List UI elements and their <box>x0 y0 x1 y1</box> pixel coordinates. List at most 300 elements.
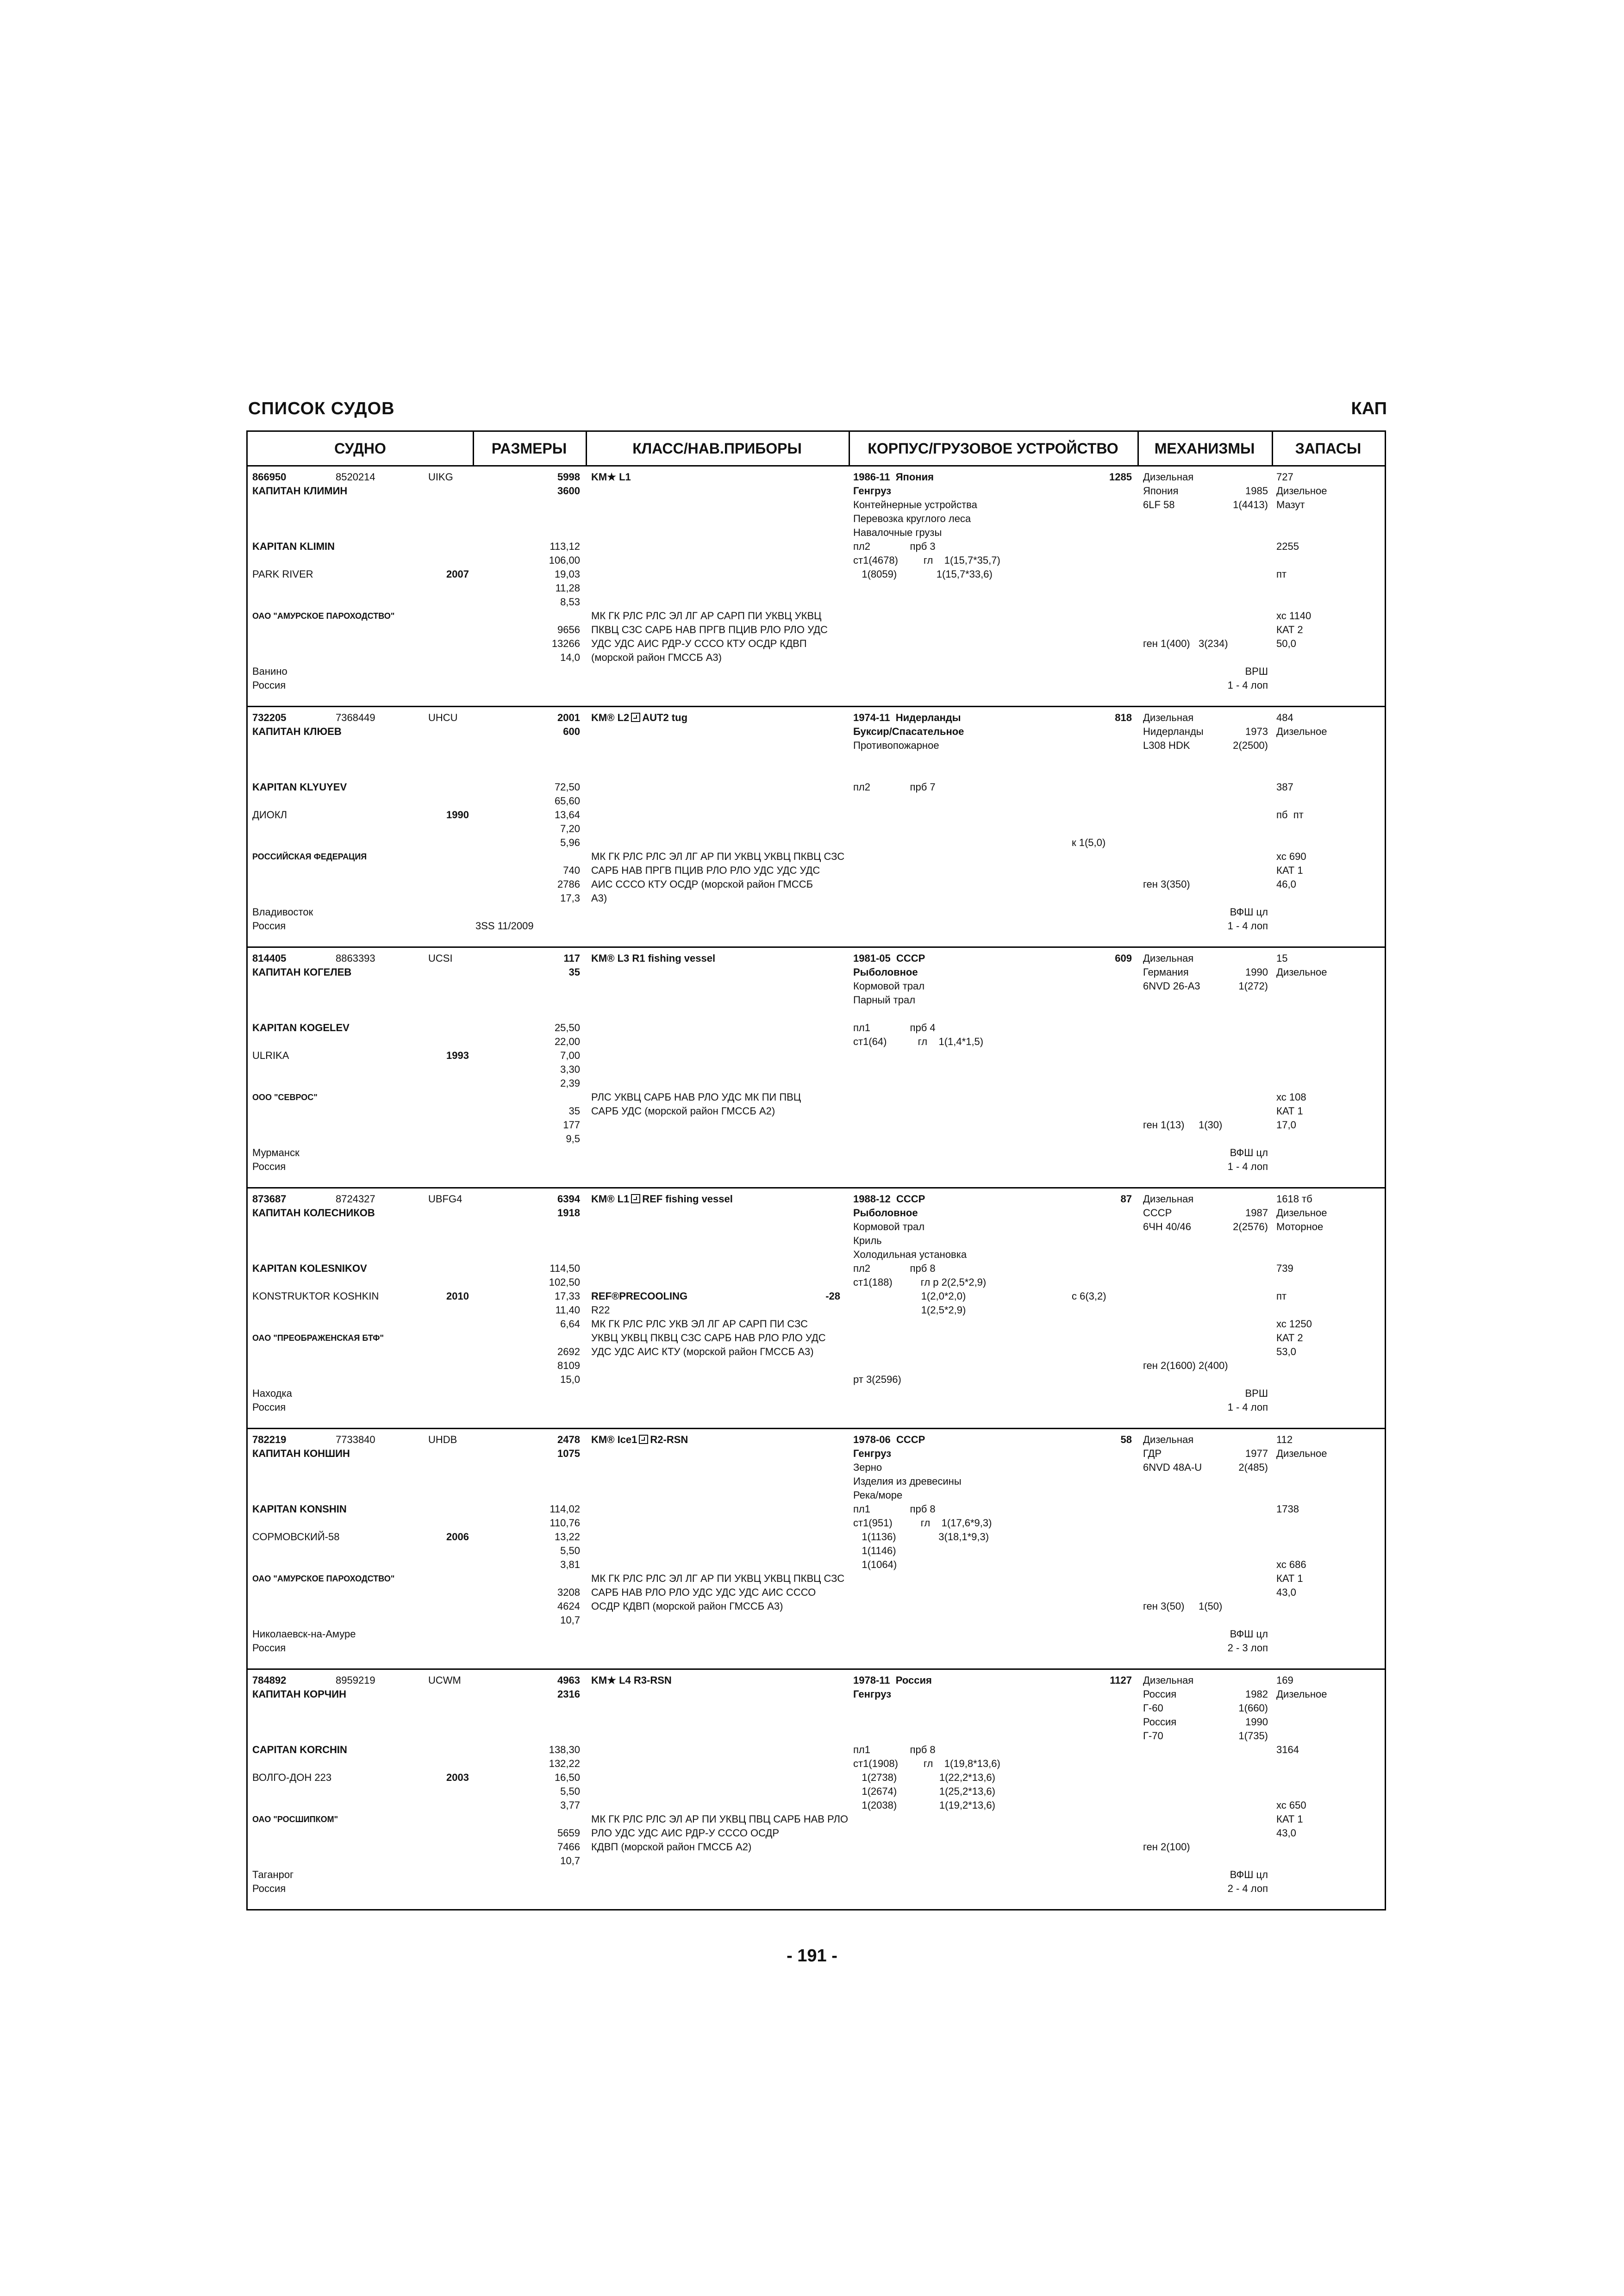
hull-detail: пл2 прб 7 <box>853 781 936 793</box>
dimension-value: 138,30 <box>549 1744 580 1755</box>
call-sign: UHDB <box>428 1434 457 1445</box>
hull-detail: ст1(1908) гл 1(19,8*13,6) <box>853 1758 1000 1769</box>
dimension-value: 2,39 <box>560 1077 580 1089</box>
automation-check-icon <box>631 1194 640 1203</box>
owner: ОАО "РОСШИПКОМ" <box>252 1815 338 1824</box>
machinery-detail: Дизельная <box>1143 952 1194 964</box>
owner: ОАО "АМУРСКОЕ ПАРОХОДСТВО" <box>252 1574 395 1583</box>
dimension-value: 25,50 <box>554 1022 580 1033</box>
build-year: 2006 <box>446 1531 469 1543</box>
supply-detail: КАТ 2 <box>1276 1332 1303 1344</box>
supply-detail: 2255 <box>1276 541 1299 552</box>
hull-detail: 1(2,5*2,9) <box>853 1304 966 1316</box>
supply-detail: 43,0 <box>1276 1827 1296 1839</box>
machinery-detail: Германия <box>1143 966 1189 978</box>
machinery-detail: 6ЧН 40/46 <box>1143 1221 1191 1232</box>
machinery-detail: Дизельная <box>1143 1674 1194 1686</box>
home-port: Мурманск <box>252 1147 300 1158</box>
engine-year: 1990 <box>1245 966 1268 978</box>
navigation-equipment: МК ГК РЛС РЛС ЭЛ ЛГ АР САРП ПИ УКВЦ УКВЦ ПКВЦ СЗС САРБ НАВ ПРГВ ПЦИВ РЛО РЛО УДС УДС УДС АИС РДР-У СССО КТУ ОСДР КДВП (морской район ГМССБ А3) <box>591 610 828 663</box>
supply-detail: 1738 <box>1276 1503 1299 1515</box>
imo-number: 7733840 <box>336 1434 375 1445</box>
machinery-detail: СССР <box>1143 1207 1172 1219</box>
dimension-value: 8109 <box>557 1360 580 1371</box>
dimension-value: 10,7 <box>560 1614 580 1626</box>
column-divider <box>849 432 850 465</box>
class-mark-icon: ® <box>607 952 615 964</box>
vessel-latin-name: KAPITAN KOLESNIKOV <box>252 1263 367 1274</box>
supply-detail: 50,0 <box>1276 638 1296 649</box>
hull-detail: 1(2674) 1(25,2*13,6) <box>853 1786 995 1797</box>
dimension-value: 7466 <box>557 1841 580 1853</box>
hull-detail: Контейнерные устройства <box>853 499 977 510</box>
supply-detail: 387 <box>1276 781 1293 793</box>
vessel-name: КАПИТАН КЛЮЕВ <box>252 726 342 737</box>
class-prefix: KM <box>591 1193 607 1205</box>
hull-tail: рт 3(2596) <box>853 1374 901 1385</box>
hull-type: Буксир/Спасательное <box>853 726 964 737</box>
dimension-value: 14,0 <box>560 652 580 663</box>
supply-detail: 43,0 <box>1276 1587 1296 1598</box>
dimension-value: 3600 <box>557 485 580 497</box>
supply-detail: Дизельное <box>1276 1207 1327 1219</box>
navigation-equipment: МК ГК РЛС РЛС УКВ ЭЛ ЛГ АР САРП ПИ СЗС УКВЦ УКВЦ ПКВЦ СЗС САРБ НАВ РЛО РЛО УДС УДС УДС АИС КТУ (морской район ГМССБ А3) <box>591 1318 826 1357</box>
hull-detail: Перевозка круглого леса <box>853 513 971 524</box>
dimension-value: 106,00 <box>549 554 580 566</box>
dimension-value: 65,60 <box>554 795 580 807</box>
hull-detail: Противопожарное <box>853 740 939 751</box>
class-notation <box>591 470 631 484</box>
supply-detail: хс 1250 <box>1276 1318 1312 1330</box>
class-mark-icon: ® <box>607 1193 615 1205</box>
dimension-value: 11,28 <box>555 582 580 594</box>
dimension-value: 117 <box>563 952 580 964</box>
supply-detail: Дизельное <box>1276 1448 1327 1459</box>
dimension-value: 9656 <box>557 624 580 635</box>
hull-detail: ст1(64) гл 1(1,4*1,5) <box>853 1036 984 1047</box>
home-port: Таганрог <box>252 1869 294 1880</box>
hull-detail: пл1 прб 8 <box>853 1744 936 1755</box>
hull-number: 1127 <box>1110 1674 1132 1686</box>
dimension-value: 16,50 <box>554 1772 580 1783</box>
refrigeration-temp: -28 <box>825 1290 840 1302</box>
vessel-latin-name: KAPITAN KLIMIN <box>252 541 335 552</box>
class-extra: REF fishing vessel <box>642 1193 733 1205</box>
refrigeration-class: REF®PRECOOLING <box>591 1290 688 1302</box>
vessel-record <box>248 467 1385 707</box>
column-header-hull: КОРПУС/ГРУЗОВОЕ УСТРОЙСТВО <box>868 440 1118 457</box>
engine-year: 1977 <box>1245 1448 1268 1459</box>
dimension-value: 72,50 <box>554 781 580 793</box>
class-notation <box>591 1192 733 1206</box>
hull-detail: 1(1064) <box>853 1559 897 1570</box>
supply-detail: 17,0 <box>1276 1119 1296 1131</box>
page-number: - 191 - <box>787 1946 837 1966</box>
supply-detail: Дизельное <box>1276 1688 1327 1700</box>
hull-built: 1974-11 Нидерланды <box>853 712 961 723</box>
generators: ген 2(100) <box>1143 1841 1190 1853</box>
vessel-record <box>248 1429 1385 1670</box>
hull-built: 1978-06 СССР <box>853 1434 925 1445</box>
registry-number: 784892 <box>252 1674 287 1686</box>
hull-detail: пл2 прб 3 <box>853 541 936 552</box>
propeller-type: ВФШ цл <box>1230 1147 1268 1158</box>
engine-year: 1973 <box>1245 726 1268 737</box>
dimension-value: 11,40 <box>555 1304 580 1316</box>
propeller-blades: 1 - 4 лоп <box>1227 1401 1268 1413</box>
hull-detail: 1(8059) 1(15,7*33,6) <box>853 568 993 580</box>
build-year: 1990 <box>446 809 469 821</box>
supply-detail: КАТ 1 <box>1276 1573 1303 1584</box>
dimension-value: 5,96 <box>560 837 580 848</box>
engine-power: 1(4413) <box>1233 499 1268 510</box>
hull-detail: Река/море <box>853 1489 903 1501</box>
column-header-dimensions: РАЗМЕРЫ <box>491 440 567 457</box>
hull-built: 1986-11 Япония <box>853 471 934 483</box>
supply-detail: хс 108 <box>1276 1091 1306 1103</box>
engine-year: 1987 <box>1245 1207 1268 1219</box>
hull-extra: к 1(5,0) <box>1072 837 1106 848</box>
supply-detail: КАТ 1 <box>1276 1813 1303 1825</box>
builder: ДИОКЛ <box>252 809 287 821</box>
hull-number: 609 <box>1115 952 1132 964</box>
vessel-latin-name: KAPITAN KONSHIN <box>252 1503 347 1515</box>
vessel-record <box>248 948 1385 1188</box>
owner: ООО "СЕВРОС" <box>252 1093 318 1102</box>
machinery-detail: Дизельная <box>1143 712 1194 723</box>
engine-power: 2(2576) <box>1233 1221 1268 1232</box>
supply-detail: пб пт <box>1276 809 1304 821</box>
vessel-record <box>248 707 1385 948</box>
hull-detail: 1(1146) <box>853 1545 896 1556</box>
dimension-value: 600 <box>563 726 580 737</box>
automation-check-icon <box>639 1435 648 1444</box>
hull-detail: 1(2738) 1(22,2*13,6) <box>853 1772 995 1783</box>
propeller-blades: 1 - 4 лоп <box>1227 679 1268 691</box>
supply-detail: 484 <box>1276 712 1293 723</box>
generators: ген 3(50) 1(50) <box>1143 1600 1223 1612</box>
hull-detail: 1(1136) 3(18,1*9,3) <box>853 1531 989 1543</box>
register-title: СПИСОК СУДОВ <box>248 399 395 418</box>
class-mark-icon: ® <box>607 712 615 723</box>
imo-number: 8520214 <box>336 471 375 483</box>
machinery-detail: 6NVD 48A-U <box>1143 1462 1202 1473</box>
dimension-value: 3,81 <box>560 1559 580 1570</box>
call-sign: UBFG4 <box>428 1193 462 1205</box>
supply-detail: Моторное <box>1276 1221 1324 1232</box>
call-sign: UCWM <box>428 1674 461 1686</box>
owner: РОССИЙСКАЯ ФЕДЕРАЦИЯ <box>252 852 367 861</box>
imo-number: 8959219 <box>336 1674 375 1686</box>
supply-detail: 727 <box>1276 471 1293 483</box>
hull-detail: Кормовой трал <box>853 980 925 992</box>
supply-detail: 739 <box>1276 1263 1293 1274</box>
propeller-type: ВРШ <box>1245 1388 1268 1399</box>
engine-power: 2(2500) <box>1233 740 1268 751</box>
hull-number: 58 <box>1120 1434 1132 1445</box>
machinery-detail: Дизельная <box>1143 1434 1194 1445</box>
class-mark-icon: ® <box>607 1434 615 1445</box>
dimension-value: 102,50 <box>549 1276 580 1288</box>
dimension-value: 2478 <box>557 1434 580 1445</box>
hull-detail: ст1(951) гл 1(17,6*9,3) <box>853 1517 992 1529</box>
dimension-value: 7,00 <box>560 1050 580 1061</box>
dimension-value: 3208 <box>557 1587 580 1598</box>
generators: ген 1(400) 3(234) <box>1143 638 1228 649</box>
hull-detail: Изделия из древесины <box>853 1475 962 1487</box>
call-sign: UHCU <box>428 712 458 723</box>
hull-detail: пл1 прб 8 <box>853 1503 936 1515</box>
machinery-detail: Дизельная <box>1143 1193 1194 1205</box>
dimension-value: 1075 <box>557 1448 580 1459</box>
supply-detail: 169 <box>1276 1674 1293 1686</box>
supply-detail: хс 1140 <box>1276 610 1312 622</box>
supply-detail: КАТ 2 <box>1276 624 1303 635</box>
column-header-class: КЛАСС/НАВ.ПРИБОРЫ <box>632 440 802 457</box>
dimension-value: 2692 <box>557 1346 580 1357</box>
supply-detail: 1618 тб <box>1276 1193 1312 1205</box>
supply-detail: Дизельное <box>1276 726 1327 737</box>
dimension-value: 15,0 <box>560 1374 580 1385</box>
country: Россия <box>252 920 286 932</box>
country: Россия <box>252 1161 286 1172</box>
class-notation <box>591 1674 672 1687</box>
country: Россия <box>252 1883 286 1894</box>
hull-type: Генгруз <box>853 1688 892 1700</box>
hull-detail: Кормовой трал <box>853 1221 925 1232</box>
machinery-detail: 6LF 58 <box>1143 499 1175 510</box>
dimension-value: 2001 <box>557 712 580 723</box>
class-symbol: Ice1 <box>617 1434 637 1445</box>
dimension-value: 13,22 <box>554 1531 580 1543</box>
hull-detail: пл2 прб 8 <box>853 1263 936 1274</box>
class-mark-icon: ★ <box>607 1674 616 1686</box>
dimension-value: 7,20 <box>560 823 580 834</box>
engine-year: 1982 <box>1245 1688 1268 1700</box>
supply-detail: 112 <box>1276 1434 1293 1445</box>
propeller-type: ВРШ <box>1245 666 1268 677</box>
country: Россия <box>252 1401 286 1413</box>
supply-detail: КАТ 1 <box>1276 1105 1303 1117</box>
machinery-detail: Дизельная <box>1143 471 1194 483</box>
class-notation <box>591 1433 688 1447</box>
dimension-value: 35 <box>568 966 580 978</box>
home-port: Владивосток <box>252 906 313 918</box>
automation-check-icon <box>631 713 640 722</box>
engine-power: 2(485) <box>1238 1462 1268 1473</box>
machinery-detail: L308 HDK <box>1143 740 1190 751</box>
build-year: 2010 <box>446 1290 469 1302</box>
column-header-machinery: МЕХАНИЗМЫ <box>1154 440 1255 457</box>
hull-detail: Холодильная установка <box>853 1249 967 1260</box>
home-port: Николаевск-на-Амуре <box>252 1628 356 1640</box>
class-prefix: KM <box>591 712 607 723</box>
dimension-value: 9,5 <box>566 1133 580 1145</box>
propeller-blades: 2 - 4 лоп <box>1227 1883 1268 1894</box>
vessel-name: КАПИТАН КЛИМИН <box>252 485 348 497</box>
dimension-value: 17,33 <box>554 1290 580 1302</box>
vessel-name: КАПИТАН КОГЕЛЕВ <box>252 966 352 978</box>
hull-extra: с 6(3,2) <box>1072 1290 1106 1302</box>
hull-detail: Парный трал <box>853 994 916 1006</box>
home-port: Ванино <box>252 666 287 677</box>
propeller-blades: 1 - 4 лоп <box>1227 1161 1268 1172</box>
supply-detail: 46,0 <box>1276 878 1296 890</box>
class-symbol: L3 R1 fishing vessel <box>617 952 716 964</box>
build-year: 1993 <box>446 1050 469 1061</box>
vessel-latin-name: CAPITAN KORCHIN <box>252 1744 347 1755</box>
machinery-detail: Нидерланды <box>1143 726 1204 737</box>
vessel-name: КАПИТАН КОЛЕСНИКОВ <box>252 1207 375 1219</box>
supply-detail: хс 686 <box>1276 1559 1306 1570</box>
hull-built: 1978-11 Россия <box>853 1674 932 1686</box>
dimension-value: 177 <box>563 1119 580 1131</box>
engine-power: 1(272) <box>1238 980 1268 992</box>
hull-built: 1981-05 СССР <box>853 952 925 964</box>
registry-number: 782219 <box>252 1434 287 1445</box>
machinery-detail: ГДР <box>1143 1448 1162 1459</box>
country: Россия <box>252 1642 286 1654</box>
machinery-detail: Россия <box>1143 1716 1177 1728</box>
class-symbol: L2 <box>617 712 630 723</box>
builder: СОРМОВСКИЙ-58 <box>252 1531 340 1543</box>
column-divider <box>586 432 587 465</box>
hull-detail: Криль <box>853 1235 882 1246</box>
hull-number: 87 <box>1120 1193 1132 1205</box>
propeller-type: ВФШ цл <box>1230 1869 1268 1880</box>
generators: ген 2(1600) 2(400) <box>1143 1360 1228 1371</box>
dimension-value: 22,00 <box>554 1036 580 1047</box>
vessel-name: КАПИТАН КОРЧИН <box>252 1688 346 1700</box>
engine-year: 1990 <box>1245 1716 1268 1728</box>
vessel-name: КАПИТАН КОНШИН <box>252 1448 350 1459</box>
vessel-register-table <box>246 430 1386 1910</box>
class-extra: AUT2 tug <box>642 712 688 723</box>
owner: ОАО "АМУРСКОЕ ПАРОХОДСТВО" <box>252 611 395 621</box>
dimension-value: 113,12 <box>550 541 580 552</box>
dimension-value: 4963 <box>557 1674 580 1686</box>
dimension-value: 5,50 <box>560 1786 580 1797</box>
dimension-value: 6394 <box>557 1193 580 1205</box>
navigation-equipment: МК ГК РЛС РЛС ЭЛ ЛГ АР ПИ УКВЦ УКВЦ ПКВЦ СЗС САРБ НАВ РЛО РЛО УДС УДС УДС АИС СССО ОСДР КДВП (морской район ГМССБ А3) <box>591 1573 845 1612</box>
dimension-value: 1918 <box>557 1207 580 1219</box>
build-year: 2003 <box>446 1772 469 1783</box>
supply-detail: 15 <box>1276 952 1288 964</box>
dimension-value: 13,64 <box>554 809 580 821</box>
dimension-value: 3,77 <box>560 1799 580 1811</box>
dimension-value: 110,76 <box>550 1517 580 1529</box>
hull-type: Генгруз <box>853 485 892 497</box>
dimension-value: 8,53 <box>560 596 580 608</box>
column-divider <box>473 432 474 465</box>
supply-detail: Мазут <box>1276 499 1305 510</box>
propeller-blades: 1 - 4 лоп <box>1227 920 1268 932</box>
hull-type: Рыболовное <box>853 1207 918 1219</box>
navigation-equipment: МК ГК РЛС РЛС ЭЛ ЛГ АР ПИ УКВЦ УКВЦ ПКВЦ СЗС САРБ НАВ ПРГВ ПЦИВ РЛО РЛО УДС УДС УДС АИС СССО КТУ ОСДР (морской район ГМССБ А3) <box>591 851 845 904</box>
column-divider <box>1272 432 1273 465</box>
hull-built: 1988-12 СССР <box>853 1193 925 1205</box>
vessel-record <box>248 1188 1385 1429</box>
vessel-latin-name: KAPITAN KOGELEV <box>252 1022 350 1033</box>
builder: PARK RIVER <box>252 568 313 580</box>
hull-detail: ст1(4678) гл 1(15,7*35,7) <box>853 554 1000 566</box>
imo-number: 8724327 <box>336 1193 375 1205</box>
class-prefix: KM <box>591 471 607 483</box>
supply-detail: пт <box>1276 1290 1287 1302</box>
imo-number: 8863393 <box>336 952 375 964</box>
class-mark-icon: ★ <box>607 471 616 483</box>
builder: ВОЛГО-ДОН 223 <box>252 1772 332 1783</box>
owner: ОАО "ПРЕОБРАЖЕНСКАЯ БТФ" <box>252 1333 384 1343</box>
dimension-value: 35 <box>568 1105 580 1117</box>
hull-detail: Зерно <box>853 1462 882 1473</box>
machinery-detail: 6NVD 26-A3 <box>1143 980 1200 992</box>
vessel-record <box>248 1670 1385 1910</box>
dimension-value: 132,22 <box>549 1758 580 1769</box>
hull-detail: ст1(188) гл р 2(2,5*2,9) <box>853 1276 987 1288</box>
hull-number: 818 <box>1115 712 1132 723</box>
column-divider <box>1137 432 1139 465</box>
vessel-latin-name: KAPITAN KLYUYEV <box>252 781 347 793</box>
column-header-vessel: СУДНО <box>334 440 386 457</box>
machinery-detail: Г-70 <box>1143 1730 1163 1742</box>
machinery-detail: Г-60 <box>1143 1702 1163 1714</box>
refrigerant: R22 <box>591 1304 610 1316</box>
dimension-value: 10,7 <box>560 1855 580 1867</box>
hull-detail: пл1 прб 4 <box>853 1022 936 1033</box>
builder: KONSTRUKTOR KOSHKIN <box>252 1290 379 1302</box>
propeller-blades: 2 - 3 лоп <box>1227 1642 1268 1654</box>
class-prefix: KM <box>591 1434 607 1445</box>
supply-detail: хс 650 <box>1276 1799 1306 1811</box>
hull-number: 1285 <box>1109 471 1132 483</box>
dimension-value: 5,50 <box>560 1545 580 1556</box>
supply-detail: пт <box>1276 568 1287 580</box>
supply-detail: КАТ 1 <box>1276 865 1303 876</box>
supply-detail: Дизельное <box>1276 966 1327 978</box>
supply-detail: хс 690 <box>1276 851 1306 862</box>
hull-detail: 1(2,0*2,0) <box>853 1290 966 1302</box>
class-symbol: L1 <box>617 1193 630 1205</box>
registry-number: 814405 <box>252 952 287 964</box>
column-header-supplies: ЗАПАСЫ <box>1295 440 1362 457</box>
dimension-value: 114,50 <box>550 1263 580 1274</box>
builder: ULRIKA <box>252 1050 289 1061</box>
dimension-value: 114,02 <box>550 1503 580 1515</box>
registry-number: 732205 <box>252 712 287 723</box>
class-prefix: KM <box>591 952 607 964</box>
call-sign: UIKG <box>428 471 453 483</box>
class-notation <box>591 952 715 965</box>
hull-detail: 1(2038) 1(19,2*13,6) <box>853 1799 995 1811</box>
dimension-value: 5659 <box>557 1827 580 1839</box>
generators: ген 3(350) <box>1143 878 1190 890</box>
registry-number: 866950 <box>252 471 287 483</box>
survey-note: 3SS 11/2009 <box>475 920 534 932</box>
dimension-value: 5998 <box>557 471 580 483</box>
propeller-type: ВФШ цл <box>1230 906 1268 918</box>
navigation-equipment: МК ГК РЛС РЛС ЭЛ АР ПИ УКВЦ ПВЦ САРБ НАВ РЛО РЛО УДС УДС АИС РДР-У СССО ОСДР КДВП (морской район ГМССБ А2) <box>591 1813 849 1853</box>
class-symbol: L4 R3-RSN <box>619 1674 672 1686</box>
dimension-value: 6,64 <box>560 1318 580 1330</box>
dimension-value: 17,3 <box>560 892 580 904</box>
dimension-value: 3,30 <box>560 1064 580 1075</box>
build-year: 2007 <box>446 568 469 580</box>
engine-power: 1(660) <box>1238 1702 1268 1714</box>
propeller-type: ВФШ цл <box>1230 1628 1268 1640</box>
hull-type: Генгруз <box>853 1448 892 1459</box>
class-notation <box>591 711 687 725</box>
